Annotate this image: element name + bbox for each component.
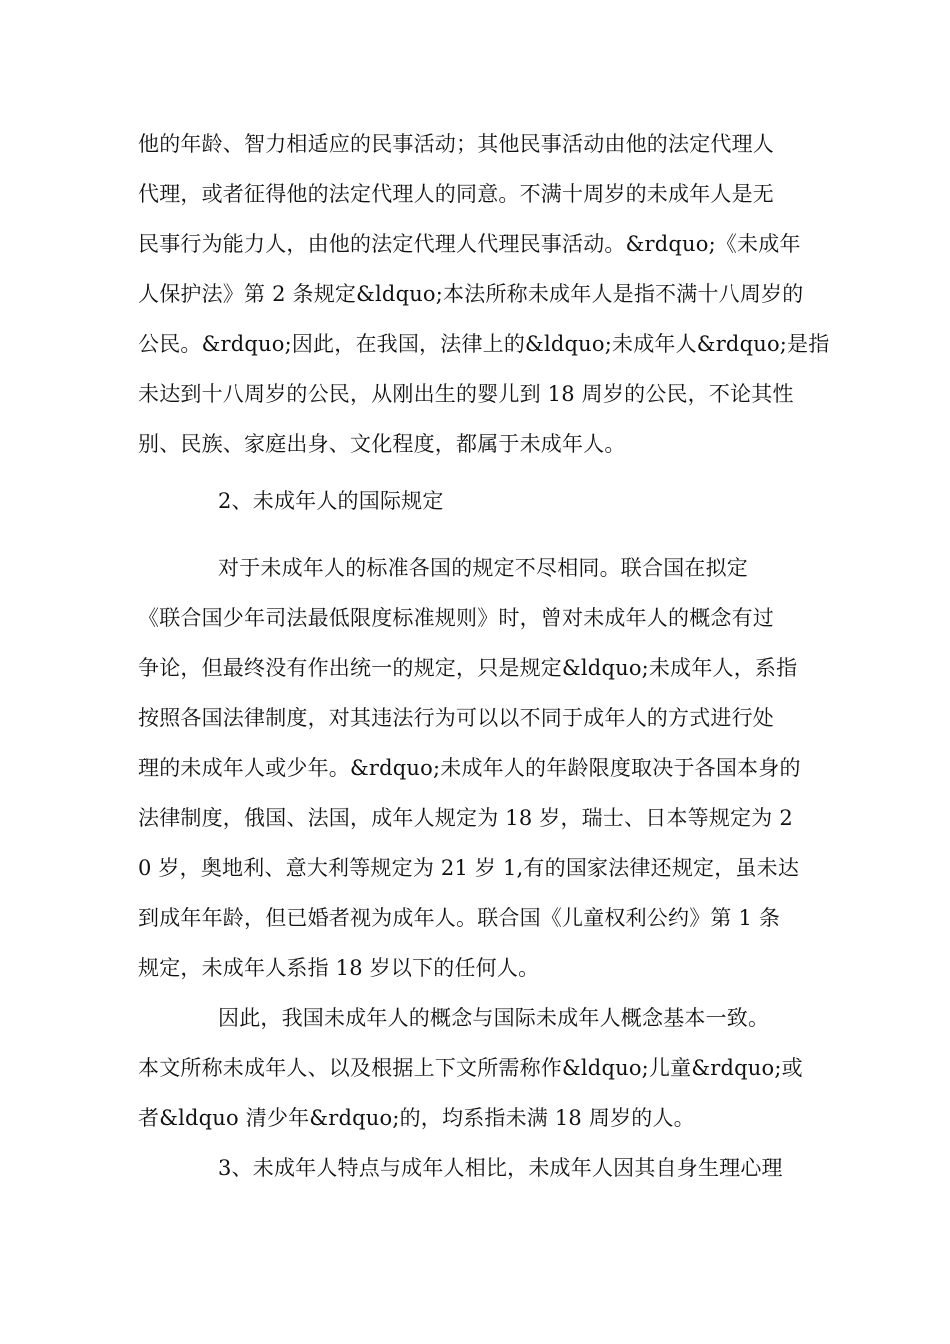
paragraph-2-line-6: 法律制度，俄国、法国，成年人规定为 18 岁，瑞士、日本等规定为 2	[138, 806, 793, 830]
paragraph-3-line-3: 者&ldquo 清少年&rdquo;的，均系指未满 18 周岁的人。	[138, 1106, 695, 1130]
paragraph-2-line-1: 对于未成年人的标准各国的规定不尽相同。联合国在拟定	[218, 556, 748, 580]
paragraph-1-line-3: 民事行为能力人，由他的法定代理人代理民事活动。&rdquo;《未成年	[138, 232, 801, 256]
paragraph-1-line-2: 代理，或者征得他的法定代理人的同意。不满十周岁的未成年人是无	[138, 182, 774, 206]
paragraph-1-line-5: 公民。&rdquo;因此，在我国，法律上的&ldquo;未成年人&rdquo;是指	[138, 332, 830, 356]
paragraph-2-line-8: 到成年年龄，但已婚者视为成年人。联合国《儿童权利公约》第 1 条	[138, 906, 781, 930]
paragraph-3-line-1: 因此，我国未成年人的概念与国际未成年人概念基本一致。	[218, 1006, 770, 1030]
paragraph-1-line-6: 未达到十八周岁的公民，从刚出生的婴儿到 18 周岁的公民，不论其性	[138, 382, 794, 406]
paragraph-2-line-4: 按照各国法律制度，对其违法行为可以以不同于成年人的方式进行处	[138, 706, 774, 730]
paragraph-2-line-5: 理的未成年人或少年。&rdquo;未成年人的年龄限度取决于各国本身的	[138, 756, 801, 780]
paragraph-2-line-2: 《联合国少年司法最低限度标准规则》时，曾对未成年人的概念有过	[138, 606, 774, 630]
paragraph-1-line-7: 别、民族、家庭出身、文化程度，都属于未成年人。	[138, 432, 626, 456]
paragraph-1-line-4: 人保护法》第 2 条规定&ldquo;本法所称未成年人是指不满十八周岁的	[138, 282, 804, 306]
paragraph-2-line-7: 0 岁，奥地利、意大利等规定为 21 岁 1,有的国家法律还规定，虽未达	[138, 856, 800, 880]
paragraph-4-line-1: 3、未成年人特点与成年人相比，未成年人因其自身生理心理	[218, 1156, 783, 1180]
paragraph-2-line-9: 规定，未成年人系指 18 岁以下的任何人。	[138, 956, 540, 980]
paragraph-2-line-3: 争论，但最终没有作出统一的规定，只是规定&ldquo;未成年人，系指	[138, 656, 798, 680]
paragraph-3-line-2: 本文所称未成年人、以及根据上下文所需称作&ldquo;儿童&rdquo;或	[138, 1056, 803, 1080]
paragraph-1-line-1: 他的年龄、智力相适应的民事活动；其他民事活动由他的法定代理人	[138, 132, 774, 156]
section-heading-2: 2、未成年人的国际规定	[218, 489, 444, 513]
